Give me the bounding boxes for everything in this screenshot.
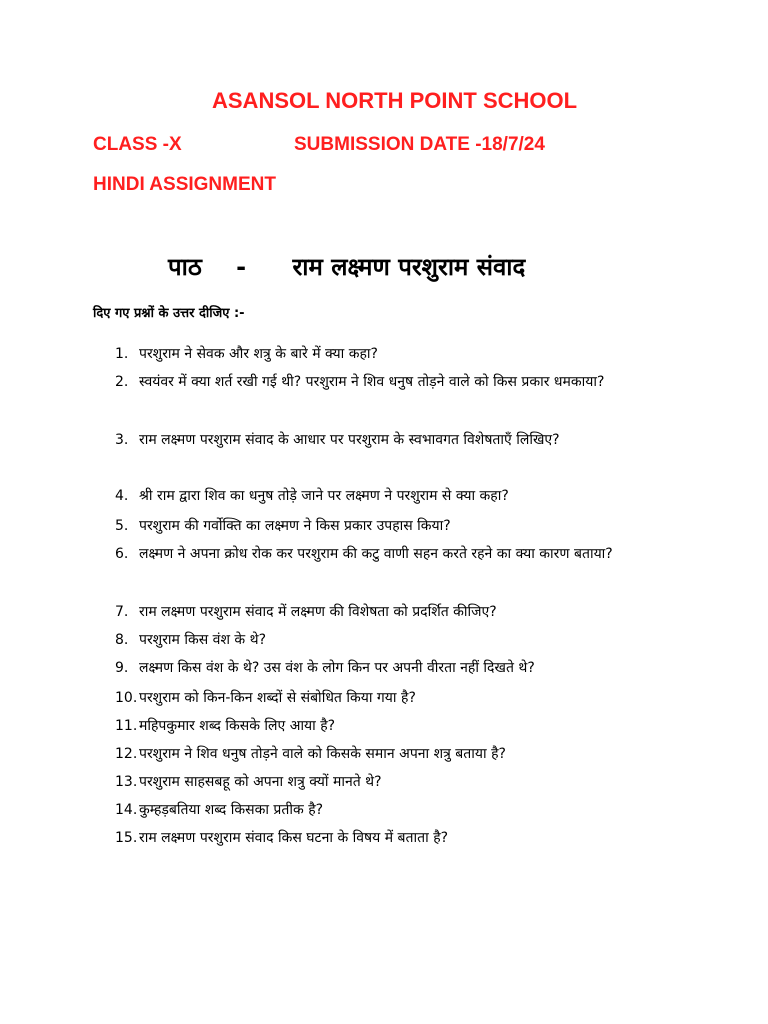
instruction: दिए गए प्रश्नों के उत्तर दीजिए :-: [93, 306, 245, 321]
question-text: परशुराम ने शिव धनुष तोड़ने वाले को किसके समान अपना शत्रु बताया है?: [139, 746, 506, 762]
question-text: लक्ष्मण ने अपना क्रोध रोक कर परशुराम की कटु वाणी सहन करते रहने का क्या कारण बताया?: [139, 546, 613, 562]
question-text: परशुराम किस वंश के थे?: [139, 632, 266, 648]
question-number: 12.: [115, 746, 138, 762]
question-number: 5.: [115, 518, 129, 534]
question-text: स्वयंवर में क्या शर्त रखी गई थी? परशुराम ने शिव धनुष तोड़ने वाले को किस प्रकार धमकाया?: [139, 374, 605, 390]
question-number: 11.: [115, 718, 138, 734]
class-label: CLASS -X: [93, 134, 182, 155]
question-text: परशुराम साहसबहू को अपना शत्रु क्यों मानते थे?: [139, 774, 382, 790]
question-text: श्री राम द्वारा शिव का धनुष तोड़े जाने पर लक्ष्मण ने परशुराम से क्या कहा?: [139, 488, 509, 504]
question-number: 10.: [115, 690, 138, 706]
question-number: 15.: [115, 830, 138, 846]
school-name: ASANSOL NORTH POINT SCHOOL: [212, 88, 578, 113]
question-number: 14.: [115, 802, 138, 818]
question-text: राम लक्ष्मण परशुराम संवाद किस घटना के विषय में बताता है?: [139, 830, 449, 846]
question-number: 8.: [115, 632, 129, 648]
question-text: राम लक्ष्मण परशुराम संवाद के आधार पर परशुराम के स्वभावगत विशेषताएँ लिखिए?: [139, 432, 560, 448]
question-text: कुम्हड़बतिया शब्द किसका प्रतीक है?: [139, 802, 324, 818]
question-number: 4.: [115, 488, 129, 504]
assignment-title: HINDI ASSIGNMENT: [93, 174, 276, 195]
question-text: राम लक्ष्मण परशुराम संवाद में लक्ष्मण की विशेषता को प्रदर्शित कीजिए?: [139, 604, 497, 620]
question-text: परशुराम को किन-किन शब्दों से संबोधित किया गया है?: [139, 690, 416, 706]
question-number: 6.: [115, 546, 129, 562]
question-number: 13.: [115, 774, 138, 790]
question-text: परशुराम की गर्वोक्ति का लक्ष्मण ने किस प्रकार उपहास किया?: [139, 518, 451, 534]
question-text: परशुराम ने सेवक और शत्रु के बारे में क्या कहा?: [139, 346, 378, 362]
question-number: 3.: [115, 432, 129, 448]
question-number: 9.: [115, 660, 129, 676]
question-text: लक्ष्मण किस वंश के थे? उस वंश के लोग किन पर अपनी वीरता नहीं दिखते थे?: [139, 660, 535, 676]
question-text: महिपकुमार शब्द किसके लिए आया है?: [139, 718, 336, 734]
lesson-title: राम लक्ष्मण परशुराम संवाद: [292, 253, 526, 281]
lesson-label: पाठ: [168, 253, 202, 281]
question-number: 2.: [115, 374, 129, 390]
question-number: 1.: [115, 346, 129, 362]
submission-date: SUBMISSION DATE -18/7/24: [294, 134, 545, 155]
lesson-dash: -: [236, 253, 247, 281]
question-number: 7.: [115, 604, 129, 620]
